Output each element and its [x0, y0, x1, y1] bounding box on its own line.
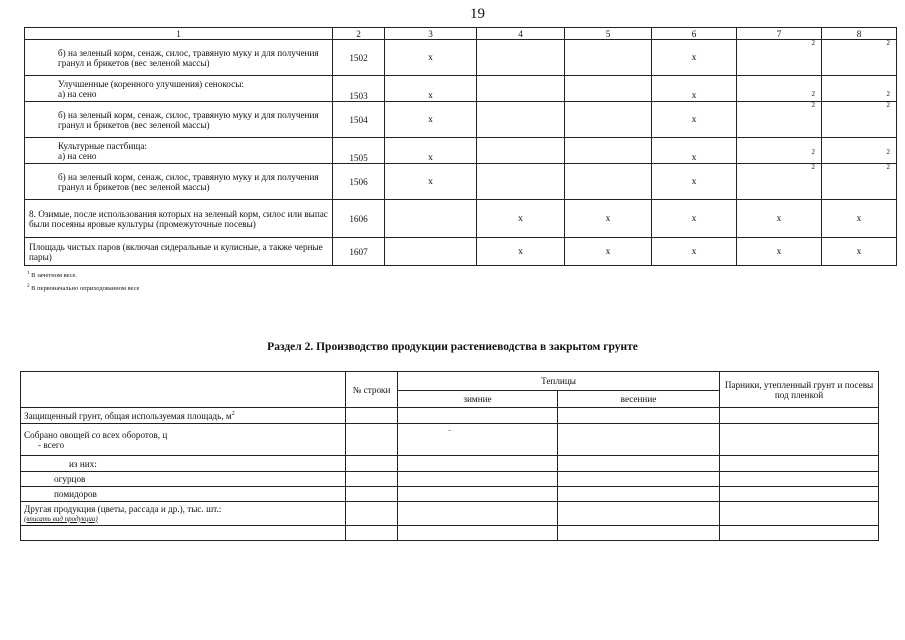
x-mark: x	[652, 138, 737, 164]
row-label-text: Другая продукция (цветы, рассада и др.), тыс. шт.:	[24, 503, 222, 514]
input-cell[interactable]	[398, 456, 558, 472]
x-mark: x	[737, 200, 822, 238]
row-description: Площадь чистых паров (включая сидеральные и кулисные, а также черные пары)	[25, 238, 333, 266]
input-cell[interactable]	[346, 456, 398, 472]
col-number: 4	[477, 28, 565, 40]
empty-cell[interactable]	[565, 102, 652, 138]
col-number: 8	[822, 28, 897, 40]
x-mark: x	[385, 164, 477, 200]
superscript: 2	[231, 411, 235, 418]
footnote-mark: 2	[811, 39, 815, 47]
x-mark: x	[652, 164, 737, 200]
empty-cell[interactable]	[477, 76, 565, 102]
table-row	[21, 487, 879, 502]
empty-cell[interactable]	[477, 40, 565, 76]
header-greenhouses: Теплицы	[398, 372, 720, 391]
footnote-cell[interactable]	[737, 76, 822, 102]
row-code: 1606	[333, 200, 385, 238]
input-cell[interactable]	[398, 424, 558, 456]
input-cell[interactable]	[558, 487, 720, 502]
row-description: б) на зеленый корм, сенаж, силос, травяную муку и для получения гранул и брикетов (вес зеленой массы)	[25, 40, 333, 76]
table-row	[25, 76, 897, 102]
table-row	[25, 138, 897, 164]
input-cell[interactable]	[558, 424, 720, 456]
row-code: 1503	[333, 76, 385, 102]
table-row	[21, 456, 879, 472]
table-row	[25, 102, 897, 138]
header-hotbeds: Парники, утепленный грунт и посевы под пленкой	[720, 372, 879, 408]
input-cell[interactable]	[720, 408, 879, 424]
row-group-heading: Культурные пастбища:	[58, 140, 147, 151]
input-cell[interactable]	[558, 502, 720, 526]
col-number: 5	[565, 28, 652, 40]
row-code: 1607	[333, 238, 385, 266]
footnote-mark: 2	[886, 163, 890, 171]
empty-cell[interactable]	[565, 40, 652, 76]
table-row	[21, 526, 879, 541]
row-label-subtext: - всего	[38, 439, 65, 450]
footnote-cell[interactable]	[737, 164, 822, 200]
row-label: из них:	[21, 456, 346, 472]
col-number: 3	[385, 28, 477, 40]
section-title: Раздел 2. Производство продукции растениеводства в закрытом грунте	[267, 341, 638, 353]
x-mark: x	[652, 102, 737, 138]
row-label-text: Защищенный грунт, общая используемая площадь, м	[24, 411, 232, 422]
empty-cell[interactable]	[385, 200, 477, 238]
footnote-mark: 2	[886, 148, 890, 156]
table-row	[25, 238, 897, 266]
input-cell[interactable]	[346, 502, 398, 526]
empty-cell[interactable]	[385, 238, 477, 266]
row-code: 1502	[333, 40, 385, 76]
input-cell[interactable]	[398, 472, 558, 487]
x-mark: x	[737, 238, 822, 266]
empty-cell[interactable]	[565, 76, 652, 102]
x-mark: x	[565, 238, 652, 266]
input-cell[interactable]	[398, 502, 558, 526]
row-description: б) на зеленый корм, сенаж, силос, травяную муку и для получения гранул и брикетов (вес зеленой массы)	[25, 102, 333, 138]
x-mark: x	[385, 102, 477, 138]
footnote-cell[interactable]	[737, 138, 822, 164]
input-cell[interactable]	[346, 526, 398, 541]
row-subitem: а) на сено	[58, 150, 97, 161]
input-cell[interactable]	[558, 408, 720, 424]
input-cell[interactable]	[720, 456, 879, 472]
row-label: помидоров	[21, 487, 346, 502]
x-mark: x	[652, 200, 737, 238]
row-label-note: (вписать вид продукции)	[24, 514, 98, 523]
row-code: 1504	[333, 102, 385, 138]
input-cell[interactable]	[346, 408, 398, 424]
input-cell[interactable]	[720, 487, 879, 502]
input-cell[interactable]	[720, 424, 879, 456]
footnote-mark: 2	[811, 101, 815, 109]
input-cell[interactable]	[720, 472, 879, 487]
empty-cell[interactable]	[565, 164, 652, 200]
footnote-2: $^2$ В первоначально оприходованном весе	[27, 284, 140, 293]
footnote-cell[interactable]	[737, 102, 822, 138]
empty-cell[interactable]	[565, 138, 652, 164]
input-cell[interactable]	[21, 526, 346, 541]
footnote-1-text: В зачетном весе.	[31, 272, 78, 280]
footnote-mark: 2	[886, 90, 890, 98]
x-mark: x	[565, 200, 652, 238]
x-mark: x	[652, 40, 737, 76]
table-row	[21, 472, 879, 487]
footnote-cell[interactable]	[822, 40, 897, 76]
table-row	[21, 424, 879, 456]
x-mark: x	[822, 238, 897, 266]
col-number: 2	[333, 28, 385, 40]
footnote-mark: 2	[811, 148, 815, 156]
crop-area-table	[24, 27, 897, 266]
input-cell[interactable]	[346, 487, 398, 502]
input-cell[interactable]	[398, 526, 558, 541]
page-number: 19	[470, 6, 485, 22]
input-cell[interactable]	[346, 472, 398, 487]
input-cell[interactable]	[558, 456, 720, 472]
row-subitem: а) на сено	[58, 88, 97, 99]
row-code: 1506	[333, 164, 385, 200]
header-winter: зимние	[398, 391, 558, 408]
row-description	[25, 76, 333, 102]
input-cell[interactable]	[720, 526, 879, 541]
footnote-mark: 2	[811, 90, 815, 98]
footnote-mark: 2	[886, 101, 890, 109]
footnote-mark: 2	[811, 163, 815, 171]
header-spring: весенние	[558, 391, 720, 408]
footnote-2-text: В первоначально оприходованном весе	[31, 285, 140, 293]
x-mark: x	[477, 200, 565, 238]
input-cell[interactable]	[720, 502, 879, 526]
x-mark: x	[652, 238, 737, 266]
footnote-cell[interactable]	[737, 40, 822, 76]
x-mark: x	[652, 76, 737, 102]
row-description	[25, 138, 333, 164]
input-cell[interactable]	[398, 408, 558, 424]
footnote-cell[interactable]	[822, 76, 897, 102]
footnote-1: $^1$ В зачетном весе.	[27, 271, 78, 280]
col-number: 6	[652, 28, 737, 40]
footnote-cell[interactable]	[822, 164, 897, 200]
row-label	[21, 502, 346, 526]
greenhouse-production-table	[20, 371, 879, 541]
x-mark: x	[477, 238, 565, 266]
empty-cell[interactable]	[477, 102, 565, 138]
col-number: 7	[737, 28, 822, 40]
column-number-row	[25, 28, 897, 40]
row-description: 8. Озимые, после использования которых на зеленый корм, силос или выпас были посеяны яровые культуры (промежуточные посевы)	[25, 200, 333, 238]
header-row	[21, 372, 879, 391]
row-label-text: Собрано овощей со всех оборотов, ц	[24, 429, 168, 440]
footnote-cell[interactable]	[822, 138, 897, 164]
x-mark: x	[822, 200, 897, 238]
col-number: 1	[25, 28, 333, 40]
x-mark: x	[385, 40, 477, 76]
header-blank	[21, 372, 346, 408]
table-row	[21, 502, 879, 526]
table-row	[25, 200, 897, 238]
x-mark: x	[385, 138, 477, 164]
header-row-number: № строки	[346, 372, 398, 408]
empty-cell[interactable]	[477, 164, 565, 200]
row-group-heading: Улучшенные (коренного улучшения) сенокосы:	[58, 78, 244, 89]
table-row	[25, 164, 897, 200]
table-row	[21, 408, 879, 424]
input-cell[interactable]	[558, 472, 720, 487]
footnote-cell[interactable]	[822, 102, 897, 138]
row-code: 1505	[333, 138, 385, 164]
row-label: огурцов	[21, 472, 346, 487]
empty-cell[interactable]	[477, 138, 565, 164]
input-cell[interactable]	[398, 487, 558, 502]
footnote-mark: 2	[886, 39, 890, 47]
stray-mark: -	[448, 426, 451, 434]
row-label	[21, 424, 346, 456]
input-cell[interactable]	[346, 424, 398, 456]
row-description: б) на зеленый корм, сенаж, силос, травяную муку и для получения гранул и брикетов (вес зеленой массы)	[25, 164, 333, 200]
table-row	[25, 40, 897, 76]
input-cell[interactable]	[558, 526, 720, 541]
row-label	[21, 408, 346, 424]
x-mark: x	[385, 76, 477, 102]
